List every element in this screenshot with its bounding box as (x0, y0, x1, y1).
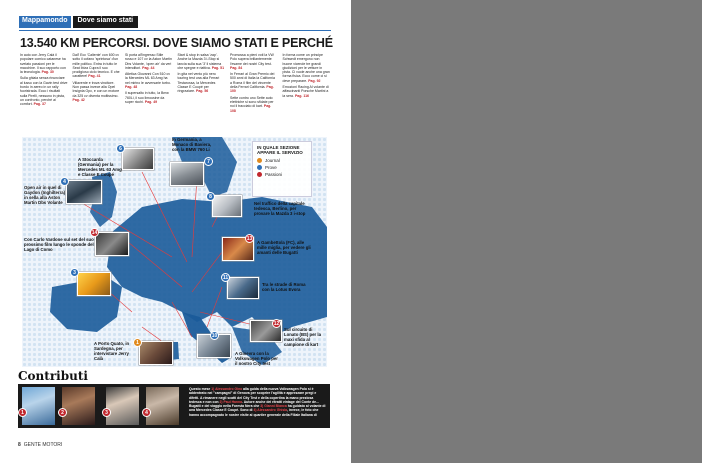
article-blurb (230, 72, 278, 93)
page-reference: Pag. 30 (41, 70, 54, 75)
page-reference: Pag. 49 (144, 99, 158, 104)
badge-gaydon: 4 (60, 177, 69, 186)
contributor-photo-2 (62, 387, 95, 425)
blurb-text: In forma come un principe Schwedt emergono non buone vicende tre grandi giudizioni per le vetture in pista. Ci vuole anche una gran forma fisica. Ecco come ci si deve preparare. (282, 53, 330, 83)
section-tag (19, 16, 138, 28)
article-column (73, 53, 121, 137)
legend-label: Journal (265, 158, 280, 163)
legend-dot-icon (257, 165, 262, 170)
article-column (125, 53, 173, 137)
page-reference: Pag. 51 (211, 65, 225, 70)
blank-facing-page (351, 0, 702, 463)
contributor-badge-3: 3 (102, 408, 111, 417)
page-reference: Pag. 116 (294, 93, 309, 98)
article-blurb (230, 96, 278, 113)
photo-gaydon (66, 180, 102, 204)
page-reference: Pag. 48 (125, 85, 138, 90)
article-column (178, 53, 226, 137)
blurb-text: Il supersalto in tutto, la Bmw 760Li, il suo limousine da super ricchi. (125, 91, 169, 104)
legend-item (257, 171, 307, 178)
page-reference: Pag. 108 (230, 104, 272, 113)
page-reference: Pag. 44 (142, 65, 155, 70)
article-blurb (73, 81, 121, 102)
article-blurb (125, 91, 173, 104)
photo-sardegna (139, 341, 173, 365)
blurb-text: Villaverde e trova vincitore. Non passa invece alla Opel Insignia Opc, e con un motore da 325 cv diventa moltissimo. (72, 80, 120, 98)
photo-baviera (170, 162, 204, 186)
blurb-text: Si porta all'ingresso Stile russo e 107 cv la Aston Martin Dbs Volante, 'open air' da veri intenditori. (125, 53, 172, 70)
badge-stoccarda: 6 (116, 144, 125, 153)
photo-stoccarda (122, 148, 154, 170)
contributor-badge-2: 2 (58, 408, 67, 417)
blurb-text: Sulla ghiaia senza rinunciare al lusso con la Gavin test drive bordo in aereo in un rally fuoristrada. Ecco i risultati sulla Pirelli, nessuno in pista, un confronto, perché ai comfort. (20, 76, 68, 107)
blurb-text: Atletica Giovanni Con 510 cv la Mercedes ML 63 Amg ha nel mirino le avversarie turbo. (125, 72, 171, 85)
photo-berlino (212, 195, 242, 217)
badge-baviera: 7 (204, 157, 213, 166)
magazine-name: GENTE MOTORI (23, 442, 63, 448)
badge-lonato: 12 (273, 320, 280, 327)
blurb-text: Dall' Ecc 'Caliente' con 600 cv sotto il cofano 'sprintosa' d'un mille politico. Entra in tutto le Seat Ibiza Cupra il suo prodigioso ciclo tecnico. E che carattere! (72, 53, 120, 79)
caption-lonato: Sul circuito di Lonato (BS) per la maxi sfida al campione di kart (284, 327, 322, 347)
contributor-text-run: . Autore anche dei ritratti vintage del Conte de... Bugatti e del viaggio nella Foresta Nera che (189, 399, 319, 409)
article-blurb (283, 53, 331, 83)
section-title: Dove siamo stati (73, 16, 139, 28)
article-blurb (178, 72, 226, 93)
article-column (283, 53, 331, 137)
legend-dot-icon (257, 158, 262, 163)
article-column (20, 53, 68, 137)
contributor-text-run: ha guidato al volante di una Mercedes Classe E Coupé. Sono di (189, 404, 326, 413)
badge-gambettola: 13 (246, 235, 253, 242)
legend-title: IN QUALE SEZIONE APPARE IL SERVIZIO (257, 145, 303, 155)
contributor-text-run: alla guida della nuova Volkswagen Polo si è addentrato nei "campagni" di Genova per scoprire l'agilità e apprezzare pregi e difetti. A rimanere negli scatti del City Test e della copertina la mano preziosa tedesca e non con (189, 387, 317, 404)
caption-sardegna: A Porto Quato, in Sardegna, per intervistare Jerry Calà (94, 341, 130, 361)
blurb-text: Start & stop in salsa 'zap'. Anche la Mazda 3 i-Stop si lancia sulla sua '3' il sistema che spegne e riattiva. (177, 53, 222, 70)
badge-roma: 11 (222, 274, 229, 281)
badge-gava: 3 (70, 268, 79, 277)
caption-ginevra: A Ginevra con la Volkswagen Polo per il nostro City test (235, 351, 278, 366)
blurb-text: In Ferrari al Gran Premio dei 500 anni di Italia la California a Roma il film del vincente della Ferrari California. (230, 72, 275, 90)
caption-stoccarda: A Stoccarda (Germania) per la Mercedes ML 63 Amg e Classe E Coupé (78, 157, 122, 177)
caption-gaydon: Open air in quel di Gaydon (Inghilterra) in sella alla Aston Martin Dbs Volante (24, 185, 66, 205)
legend-dot-icon (257, 172, 262, 177)
badge-sardegna: 1 (133, 338, 142, 347)
legend-item (257, 164, 307, 171)
page-reference: Pag. 42 (72, 97, 85, 102)
article-blurb (20, 53, 68, 74)
contributor-text-run: Questo mese (189, 387, 212, 391)
blurb-text: Sette contro uno Sette auto elettriche si sono sfidate per noi il tracciato di kart. (230, 95, 274, 109)
legend-item (257, 157, 307, 164)
page-number: 8 (18, 442, 21, 448)
caption-vardone: Con Carlo Vardone sul set del suo prossimo film lungo le sponde del Lago di Como (24, 237, 94, 252)
contributors-text (189, 387, 326, 417)
contributor-name: 4) Alessandro Ghisla (253, 408, 288, 413)
contributor-photo-1 (22, 387, 55, 425)
photo-vardone (95, 232, 129, 256)
contributors-box (18, 384, 330, 428)
caption-gambettola: A Gambettola (FC), alle mille miglia, per vedere gli amanti delle Bugatti (257, 240, 311, 255)
top-rule (19, 30, 331, 31)
article-blurb (125, 53, 173, 70)
contributor-photo-4 (146, 387, 179, 425)
contributor-name: 3) Gianni Bianca (260, 404, 287, 409)
page-reference: Pag. 100 (230, 85, 274, 94)
blurb-text: Emozioni Racing Al volante di affascinanti Porsche Martini a la sera. (282, 85, 329, 98)
contributor-badge-1: 1 (18, 408, 27, 417)
contributor-badge-4: 4 (142, 408, 151, 417)
section-tag-label: Mappamondo (19, 16, 71, 28)
page-reference: Pag. 41 (88, 74, 101, 79)
page-reference: Pag. 56 (196, 89, 209, 94)
caption-berlino: Nel traffico della capitale tedesca, Berlino, per provare la Mazda 3 i-stop (254, 201, 306, 216)
article-columns (20, 53, 330, 137)
legend-rows (257, 157, 307, 178)
blurb-text: In auto con Jerry Calà il popolare comico catanese ha svelato passioni per le macchine. Il suo rapporto con la tecnologia. (20, 53, 66, 75)
blurb-text: Promossa a pieni voti la VW Polo supera brillantemente l'esame dei nostri City test. (230, 53, 274, 66)
article-blurb (20, 76, 68, 106)
article-blurb (125, 72, 173, 89)
page-footer (18, 442, 62, 448)
page-reference: Pag. 92 (308, 78, 321, 83)
article-blurb (283, 85, 331, 98)
page-reference: Pag. 37 (33, 102, 46, 107)
contributor-photo-3 (106, 387, 139, 425)
blurb-text: In gita nel vento più nero touring test una alla Ferrari Testarossa, la Mercedes Classe E Coupé per ringraziare. (177, 72, 220, 94)
photo-gava (77, 272, 111, 296)
contributors-title: Contributi (18, 369, 88, 383)
caption-roma: Tra le strade di Roma con la Lotus Evora (262, 282, 306, 292)
article-column (230, 53, 278, 137)
map-legend (252, 141, 312, 197)
article-blurb (230, 53, 278, 70)
photo-roma (227, 277, 259, 299)
badge-ginevra: 10 (211, 332, 218, 339)
badge-berlino: 8 (206, 192, 215, 201)
page-reference: Pag. 84 (230, 65, 243, 70)
contributor-name: 1) Alessandro Gino (211, 387, 243, 391)
page-headline: 13.540 KM PERCORSI. DOVE SIAMO STATI E PERCHÉ (20, 36, 333, 50)
article-blurb (178, 53, 226, 70)
article-blurb (73, 53, 121, 79)
legend-label: Prove (265, 165, 277, 170)
legend-label: Passioni (265, 172, 283, 177)
contributor-text-run: , invece, le foto che hanno accompagnato le nostre visite al quartier generale della Filiale Italiana di (189, 408, 319, 417)
caption-baviera: In Germania, a Monaco di Baviera, con la BMW 760 Li (172, 137, 212, 152)
contributor-name: 2) Paul Hanna (219, 399, 242, 404)
badge-vardone: 14 (91, 229, 98, 236)
